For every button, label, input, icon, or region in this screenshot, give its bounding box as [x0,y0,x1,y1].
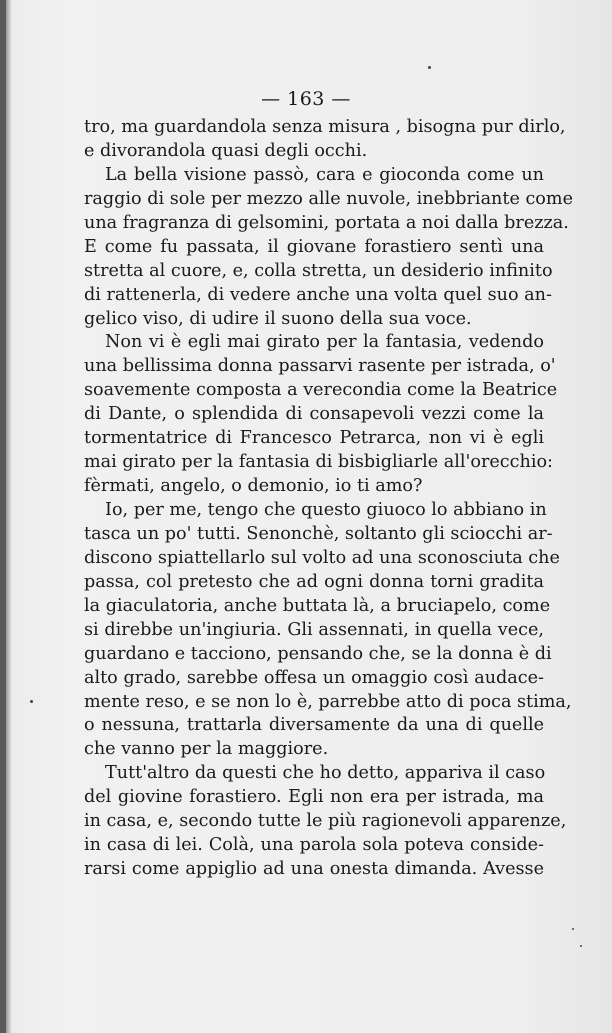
text-line: mai girato per la fantasia di bisbigliarle all'orecchio: [84,452,553,473]
text-line: stretta al cuore, e, colla stretta, un desiderio infinito [84,260,553,281]
binding-shadow [6,0,12,1033]
paper-speck [580,945,582,947]
text-line: Tutt'altro da questi che ho detto, appariva il caso [105,763,546,784]
text-line: in casa di lei. Colà, una parola sola poteva conside- [84,835,544,856]
text-line: si direbbe un'ingiuria. Gli assennati, in quella vece, [84,619,544,640]
text-line: la giaculatoria, anche buttata là, a bruciapelo, come [84,595,551,616]
text-line: una bellissima donna passarvi rasente per istrada, o' [84,356,556,377]
text-line: alto grado, sarebbe offesa un omaggio così audace- [84,667,544,688]
paper-speck [428,66,431,69]
text-line: discono spiattellarlo sul volto ad una sconosciuta che [84,547,560,568]
text-line: tormentatrice di Francesco Petrarca, non vi è egli [84,428,544,449]
text-line: passa, col pretesto che ad ogni donna torni gradita [84,571,544,592]
text-line: che vanno per la maggiore. [84,739,329,760]
text-line: E come fu passata, il giovane forastiero sentì una [84,236,544,257]
text-line: di Dante, o splendida di consapevoli vezzi come la [84,404,544,425]
body-text [84,116,573,882]
text-line: Io, per me, tengo che questo giuoco lo abbiano in [105,500,547,520]
page-number: — 163 — [261,88,351,110]
text-line: raggio di sole per mezzo alle nuvole, inebbriante come [84,188,573,209]
text-line: guardano e tacciono, pensando che, se la donna è di [84,643,552,664]
text-line: gelico viso, di udire il suono della sua voce. [84,308,472,329]
text-line: soavemente composta a verecondia come la Beatrice [84,380,558,401]
text-line: e divorandola quasi degli occhi. [84,140,368,161]
text-line: una fragranza di gelsomini, portata a noi dalla brezza. [84,212,569,233]
paper-speck [572,928,574,930]
text-line: o nessuna, trattarla diversamente da una di quelle [84,715,544,736]
text-line: mente reso, e se non lo è, parrebbe atto di poca stima, [84,691,572,712]
text-line: del giovine forastiero. Egli non era per istrada, ma [84,787,544,808]
text-line: di rattenerla, di vedere anche una volta quel suo an- [84,284,552,305]
text-line: tasca un po' tutti. Senonchè, soltanto gli sciocchi ar- [84,523,553,544]
text-line: La bella visione passò, cara e gioconda come un [105,164,544,185]
paper-speck [30,700,33,703]
text-line: fèrmati, angelo, o demonio, io ti amo? [84,476,423,497]
text-line: in casa, e, secondo tutte le più ragionevoli apparenze, [84,811,567,832]
text-line: rarsi come appiglio ad una onesta dimanda. Avesse [84,859,544,880]
text-line: tro, ma guardandola senza misura , bisogna pur dirlo, [84,117,566,137]
text-line: Non vi è egli mai girato per la fantasia, vedendo [105,332,544,353]
